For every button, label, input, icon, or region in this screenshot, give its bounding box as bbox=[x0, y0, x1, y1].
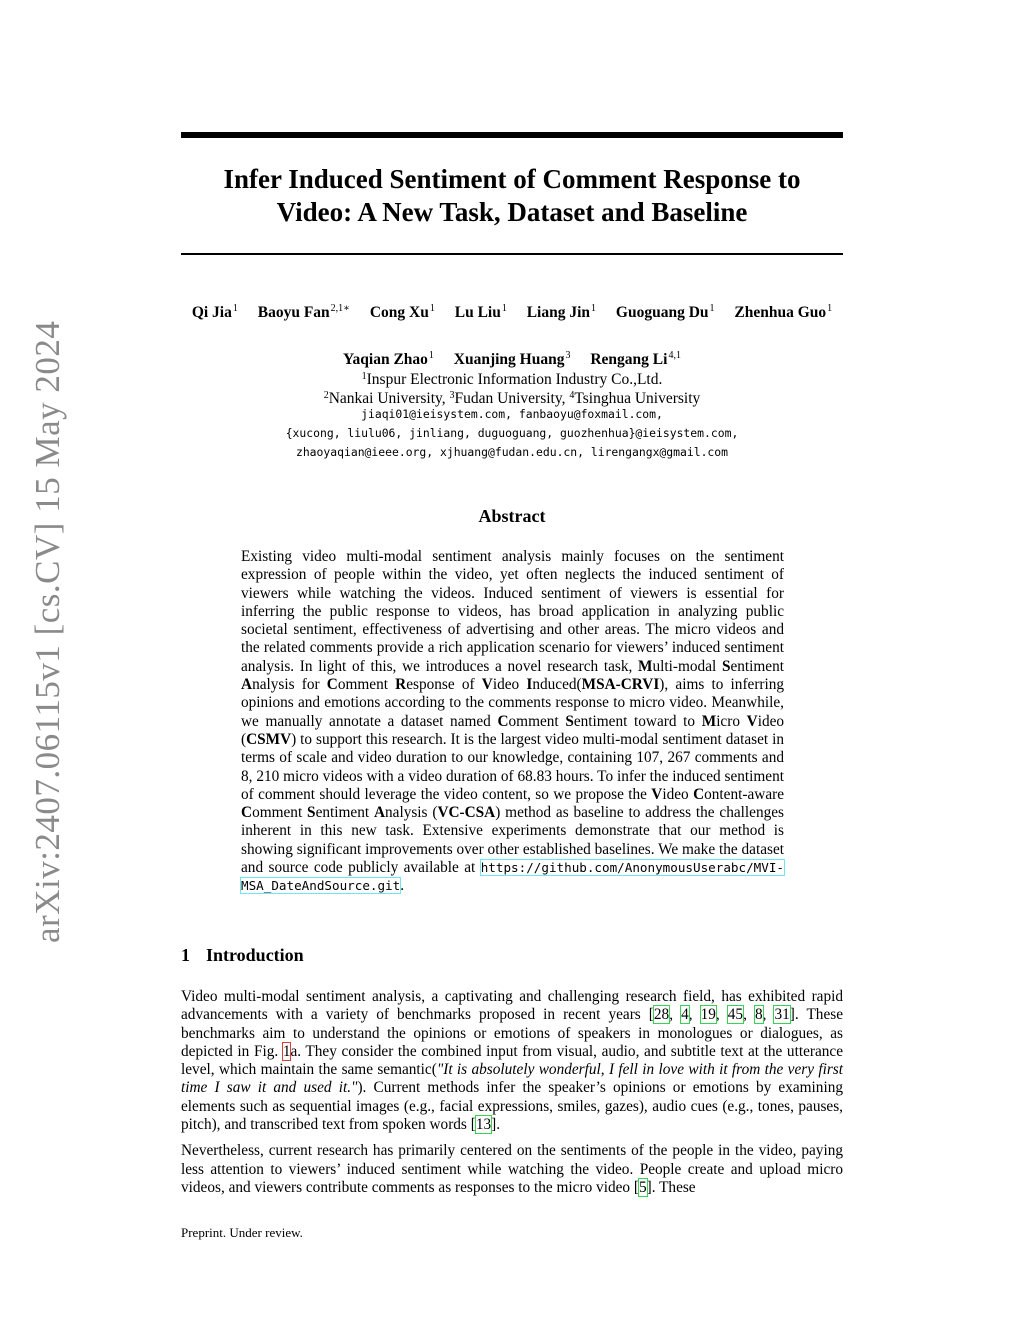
author: Lu Liu$^1$ bbox=[454, 303, 507, 321]
email-line: jiaqi01@ieisystem.com, fanbaoyu@foxmail.com, bbox=[361, 407, 663, 421]
section-number: 1 bbox=[181, 945, 190, 965]
section-heading bbox=[181, 945, 304, 966]
paragraph: Video multi-modal sentiment analysis, a captivating and challenging research field, has exhibited rapid advancements with a variety of benchmarks proposed in recent years [28, 4, 19, 45, 8, 31]. These benchmarks aim to understand the opinions or emotions of speakers in monologues or dialogues, as depicted in Fig. 1a. They consider the combined input from visual, audio, and subtitle text at the utterance level, which maintain the same semantic("It is absolutely wonderful, I fell in love with it from the very first time I saw it and used it."). Current methods infer the speaker’s opinions or emotions by examining elements such as sequential images (e.g., facial expressions, smiles, gazes), audio cues (e.g., tones, pauses, pitch), and transcribed text from spoken words [13]. bbox=[181, 988, 843, 1134]
page-footer: Preprint. Under review. bbox=[181, 1225, 303, 1240]
author: Qi Jia$^1$ bbox=[191, 303, 238, 321]
author: Zhenhua Guo$^1$ bbox=[734, 303, 833, 321]
arxiv-side-identifier: arXiv:2407.06115v1 [cs.CV] 15 May 2024 bbox=[28, 320, 67, 943]
title-line: Video: A New Task, Dataset and Baseline bbox=[276, 197, 748, 227]
paper-title bbox=[181, 163, 843, 229]
author: Guoguang Du$^1$ bbox=[615, 303, 715, 321]
task-name: Multi-modal Sentiment Analysis for Comment Response of Video Induced bbox=[241, 657, 784, 694]
method-name: Video Content-aware Comment Sentiment Analysis bbox=[241, 785, 784, 822]
citation-link[interactable]: 5 bbox=[638, 1178, 647, 1196]
citation-link[interactable]: 31 bbox=[774, 1006, 790, 1024]
author: Xuanjing Huang$^3$ bbox=[453, 350, 571, 368]
author: Cong Xu$^1$ bbox=[369, 303, 435, 321]
citation-link[interactable]: 13 bbox=[475, 1116, 492, 1134]
dataset-name: Comment Sentiment toward to Micro Video bbox=[497, 712, 785, 730]
method-abbr: VC-CSA bbox=[437, 804, 496, 822]
title-bottom-rule bbox=[181, 253, 843, 255]
dataset-abbr: CSMV bbox=[246, 730, 292, 748]
citation-link[interactable]: 4 bbox=[681, 1006, 689, 1024]
affiliation-line-1: $^1$Inspur Electronic Information Industry Co.,Ltd. bbox=[361, 371, 663, 388]
affiliation-line-2: $^2$Nankai University, $^3$Fudan University, $^4$Tsinghua University bbox=[323, 390, 701, 407]
title-line: Infer Induced Sentiment of Comment Response to bbox=[223, 164, 801, 194]
title-top-rule bbox=[181, 132, 843, 138]
task-abbr: MSA-CRVI bbox=[581, 676, 660, 694]
citation-link[interactable]: 45 bbox=[727, 1006, 744, 1024]
citation-link[interactable]: 19 bbox=[700, 1006, 716, 1024]
author: Rengang Li$^{4,1}$ bbox=[590, 350, 681, 368]
citation-link[interactable]: 28 bbox=[653, 1006, 670, 1024]
figure-link[interactable]: 1 bbox=[282, 1042, 291, 1060]
introduction-body bbox=[181, 988, 843, 1205]
section-title: Introduction bbox=[206, 945, 304, 965]
email-line: {xucong, liulu06, jinliang, duguoguang, guozhenhua}@ieisystem.com, bbox=[285, 426, 739, 440]
citation-link[interactable]: 8 bbox=[754, 1006, 763, 1024]
abstract-heading: Abstract bbox=[478, 506, 546, 526]
quoted-example: "It is absolutely wonderful, I fell in love with it from the very first time I saw it and used it." bbox=[181, 1061, 843, 1097]
email-line: zhaoyaqian@ieee.org, xjhuang@fudan.edu.cn, lirengangx@gmail.com bbox=[295, 445, 729, 459]
author: Liang Jin$^1$ bbox=[526, 303, 597, 321]
dataset-link[interactable]: https://github.com/AnonymousUserabc/MVI-MSA_DateAndSource.git bbox=[241, 860, 784, 894]
paragraph: Nevertheless, current research has primarily centered on the sentiments of the people in the video, paying less attention to viewers’ induced sentiment while watching the video. People create and upload micro videos, and viewers contribute comments as responses to the micro video [5]. These bbox=[181, 1142, 843, 1196]
author: Yaqian Zhao$^1$ bbox=[343, 350, 434, 368]
author: Baoyu Fan$^{2,1∗}$ bbox=[257, 303, 350, 321]
abstract-body: Existing video multi-modal sentiment analysis mainly focuses on the sentiment expression of people within the video, yet often neglects the induced sentiment of viewers while watching the videos. Induced sentiment of viewers is essential for inferring the public response to videos, has broad application in analyzing public societal sentiment, effectiveness of advertising and other areas. The micro videos and the related comments provide a rich application scenario for viewers’ induced sentiment analysis. In light of this, we introduces a novel research task, Multi-modal Sentiment Analysis for Comment Response of Video Induced(MSA-CRVI), aims to inferring opinions and emotions according to the comments response to micro video. Meanwhile, we manually annotate a dataset named Comment Sentiment toward to Micro Video (CSMV) to support this research. It is the largest video multi-modal sentiment dataset in terms of scale and video duration to our knowledge, containing 107, 267 comments and 8, 210 micro videos with a video duration of 68.83 hours. To infer the induced sentiment of comment should leverage the video content, so we propose the Video Content-aware Comment Sentiment Analysis (VC-CSA) method as baseline to address the challenges inherent in this new task. Extensive experiments demonstrate that our method is showing significant improvements over other established baselines. We make the dataset and source code publicly available at https://github.com/AnonymousUserabc/MVI-MSA_DateAndSource.git. bbox=[241, 548, 785, 895]
author-list-row-1 bbox=[150, 299, 874, 323]
